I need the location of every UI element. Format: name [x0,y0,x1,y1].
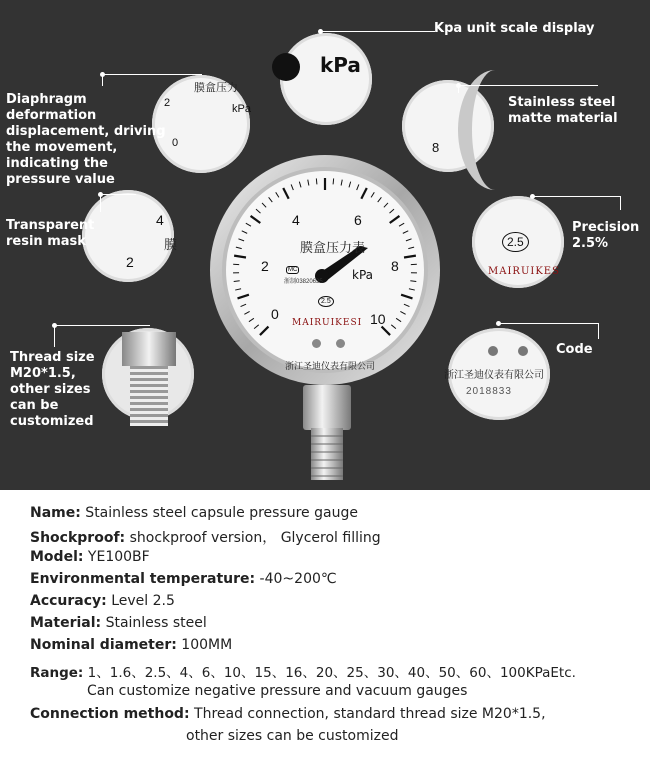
gauge-tick-8: 8 [391,258,399,274]
zoom-thread-socket [122,332,176,366]
zoom-code-maker: 浙江圣迪仪表有限公司 [444,370,544,381]
gauge-unit: kPa [352,268,373,282]
gauge-mc-mark: MC [288,267,298,273]
zoom-precision-brand: MAIRUIKES [488,266,560,277]
gauge-tick-2: 2 [261,258,269,274]
screw-icon [336,339,345,348]
spec-range: Range: 1、1.6、2.5、4、6、10、15、16、20、25、30、40、50、60、100KPaEtc. [30,665,576,681]
callout-kpa: Kpa unit scale display [434,21,595,36]
spec-connection: Connection method: Thread connection, standard thread size M20*1.5, [30,706,546,722]
spec-material: Material: Stainless steel [30,615,207,631]
gauge-tick-0: 0 [271,306,279,322]
zoom-thread [102,328,194,420]
zoom-diaphragm-unit: kPa [232,103,251,115]
callout-diaphragm: Diaphragm deformation displacement, driving the movement, indicating the pressure value [6,92,166,187]
screw-icon [518,346,528,356]
zoom-diaphragm-tick-2: 2 [164,97,171,109]
zoom-mask-mark: 膜 [164,237,178,252]
gauge-screws [312,339,346,351]
spec-model: Model: YE100BF [30,549,150,565]
screw-icon [488,346,498,356]
spec-range-note: Can customize negative pressure and vacuum gauges [87,683,468,699]
callout-precision: Precision 2.5% [572,220,640,251]
zoom-thread-body [130,366,168,426]
dial-minor-tick [333,178,334,184]
zoom-steel-tick: 8 [432,140,440,155]
zoom-kpa-unit [280,33,372,125]
zoom-precision [472,196,564,288]
zoom-code-serial: 2018833 [466,386,512,397]
callout-resin: Transparent resin mask [6,218,95,249]
spec-connection-note: other sizes can be customized [186,728,399,744]
needle-hub-icon [272,53,300,81]
zoom-code-screws [488,346,538,358]
gauge-tick-10: 10 [370,311,386,327]
zoom-diaphragm-title: 膜盒压力 [194,82,238,94]
zoom-kpa-label: kPa [320,53,361,77]
gauge-tick-6: 6 [354,212,362,228]
zoom-mask-tick-4: 4 [156,212,164,228]
callout-stainless: Stainless steel matte material [508,95,618,126]
spec-list [0,490,650,760]
gauge-license: 浙制03820635 [284,279,323,285]
spec-accuracy: Accuracy: Level 2.5 [30,593,175,609]
spec-temperature: Environmental temperature: -40~200℃ [30,571,337,587]
gauge-maker: 浙江圣迪仪表有限公司 [285,362,376,372]
zoom-diaphragm [152,75,250,173]
gauge-accuracy: 2.5 [318,296,334,307]
spec-shockproof: Shockproof: shockproof version， Glycerol filling [30,530,381,546]
gauge-brand: MAIRUIKESI [292,318,363,328]
zoom-precision-mark: 2.5 [502,232,529,252]
spec-name: Name: Stainless steel capsule pressure gauge [30,505,358,521]
spec-diameter: Nominal diameter: 100MM [30,637,233,653]
callout-code: Code [556,342,593,357]
gauge-tick-4: 4 [292,212,300,228]
zoom-mask-tick-2: 2 [126,254,134,270]
callout-thread: Thread size M20*1.5, other sizes can be customized [10,350,95,429]
zoom-steel-material [402,80,494,172]
gauge-title: 膜盒压力表 [300,241,366,256]
zoom-diaphragm-tick-0: 0 [172,137,179,149]
zoom-resin-mask [82,190,178,282]
screw-icon [312,339,321,348]
zoom-code [444,328,550,420]
gauge-socket [303,385,351,430]
dial-minor-tick [316,178,317,184]
zoom-bezel-edge [458,70,532,190]
